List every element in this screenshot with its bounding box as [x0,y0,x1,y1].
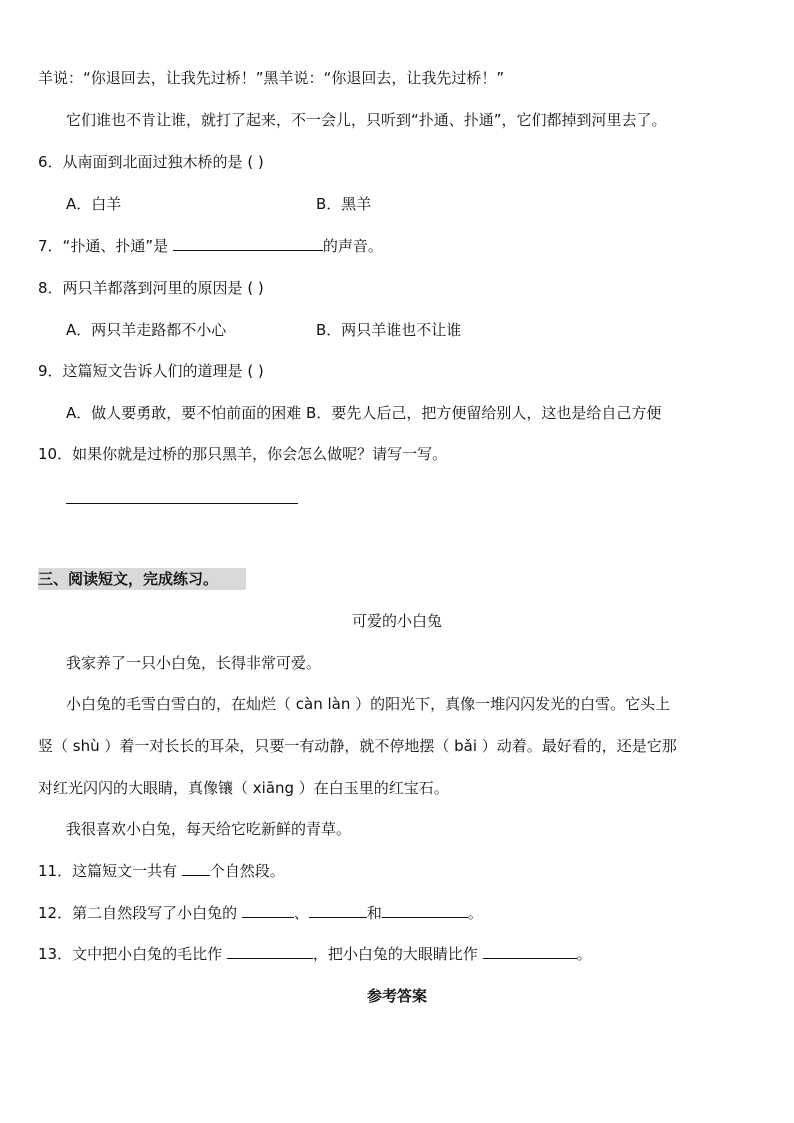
q10-answer-line[interactable] [66,503,298,504]
passage-paragraph-3: 我很喜欢小白兔，每天给它吃新鲜的青草。 [66,820,352,838]
q12-sep-1: 、 [293,904,309,922]
q12-sep-2: 和 [366,904,382,922]
q11-answer-blank[interactable] [182,861,210,876]
q6-option-a[interactable]: A．白羊 [66,195,122,213]
story-ending: 它们谁也不肯让谁，就打了起来，不一会儿，只听到“扑通、扑通”，它们都掉到河里去了。 [66,111,667,129]
q13-suffix: 。 [576,945,592,963]
q11-suffix: 个自然段。 [209,862,285,880]
q6-option-b[interactable]: B．黑羊 [316,195,372,213]
section-3-heading: 三、阅读短文，完成练习。 [38,568,246,590]
passage-paragraph-1: 我家养了一只小白兔，长得非常可爱。 [66,654,322,672]
q7-suffix: 的声音。 [322,237,383,255]
q12-answer-blank-3[interactable] [382,903,468,918]
question-9: 9．这篇短文告诉人们的道理是 ( ) [38,362,264,380]
passage-paragraph-2-line-3: 对红光闪闪的大眼睛，真像镶（ xiāng ）在白玉里的红宝石。 [38,779,449,797]
question-12 [38,903,483,923]
story-dialogue: 羊说：“你退回去，让我先过桥！”黑羊说：“你退回去，让我先过桥！” [38,69,505,87]
q8-option-a[interactable]: A．两只羊走路都不小心 [66,321,227,339]
q12-answer-blank-2[interactable] [309,903,367,918]
q12-answer-blank-1[interactable] [242,903,294,918]
passage-paragraph-2-line-2: 竖（ shù ）着一对长长的耳朵，只要一有动静，就不停地摆（ bǎi ）动着。最好看的，还是它那 [38,737,677,755]
question-11 [38,861,285,881]
q13-answer-blank-2[interactable] [483,944,577,959]
question-6: 6．从南面到北面过独木桥的是 ( ) [38,153,264,171]
question-7 [38,236,383,256]
q8-option-b[interactable]: B．两只羊谁也不让谁 [316,321,462,339]
q13-prompt: 13．文中把小白兔的毛比作 [38,945,227,963]
q7-answer-blank[interactable] [173,236,323,251]
q13-middle: ，把小白兔的大眼睛比作 [312,945,483,963]
q7-prompt: 7．“扑通、扑通”是 [38,237,173,255]
q9-options[interactable]: A．做人要勇敢，要不怕前面的困难 B．要先人后己，把方便留给别人，这也是给自己方便 [66,404,662,422]
q11-prompt: 11．这篇短文一共有 [38,862,182,880]
question-13 [38,944,592,964]
question-10: 10．如果你就是过桥的那只黑羊，你会怎么做呢？请写一写。 [38,445,448,463]
q12-suffix: 。 [467,904,483,922]
passage-title: 可爱的小白兔 [351,612,442,630]
q12-prompt: 12．第二自然段写了小白兔的 [38,904,242,922]
passage-paragraph-2-line-1: 小白兔的毛雪白雪白的，在灿烂（ càn làn ）的阳光下，真像一堆闪闪发光的白雪。它头上 [66,695,671,713]
q13-answer-blank-1[interactable] [227,944,313,959]
question-8: 8．两只羊都落到河里的原因是 ( ) [38,279,264,297]
answer-key-heading: 参考答案 [366,987,427,1005]
